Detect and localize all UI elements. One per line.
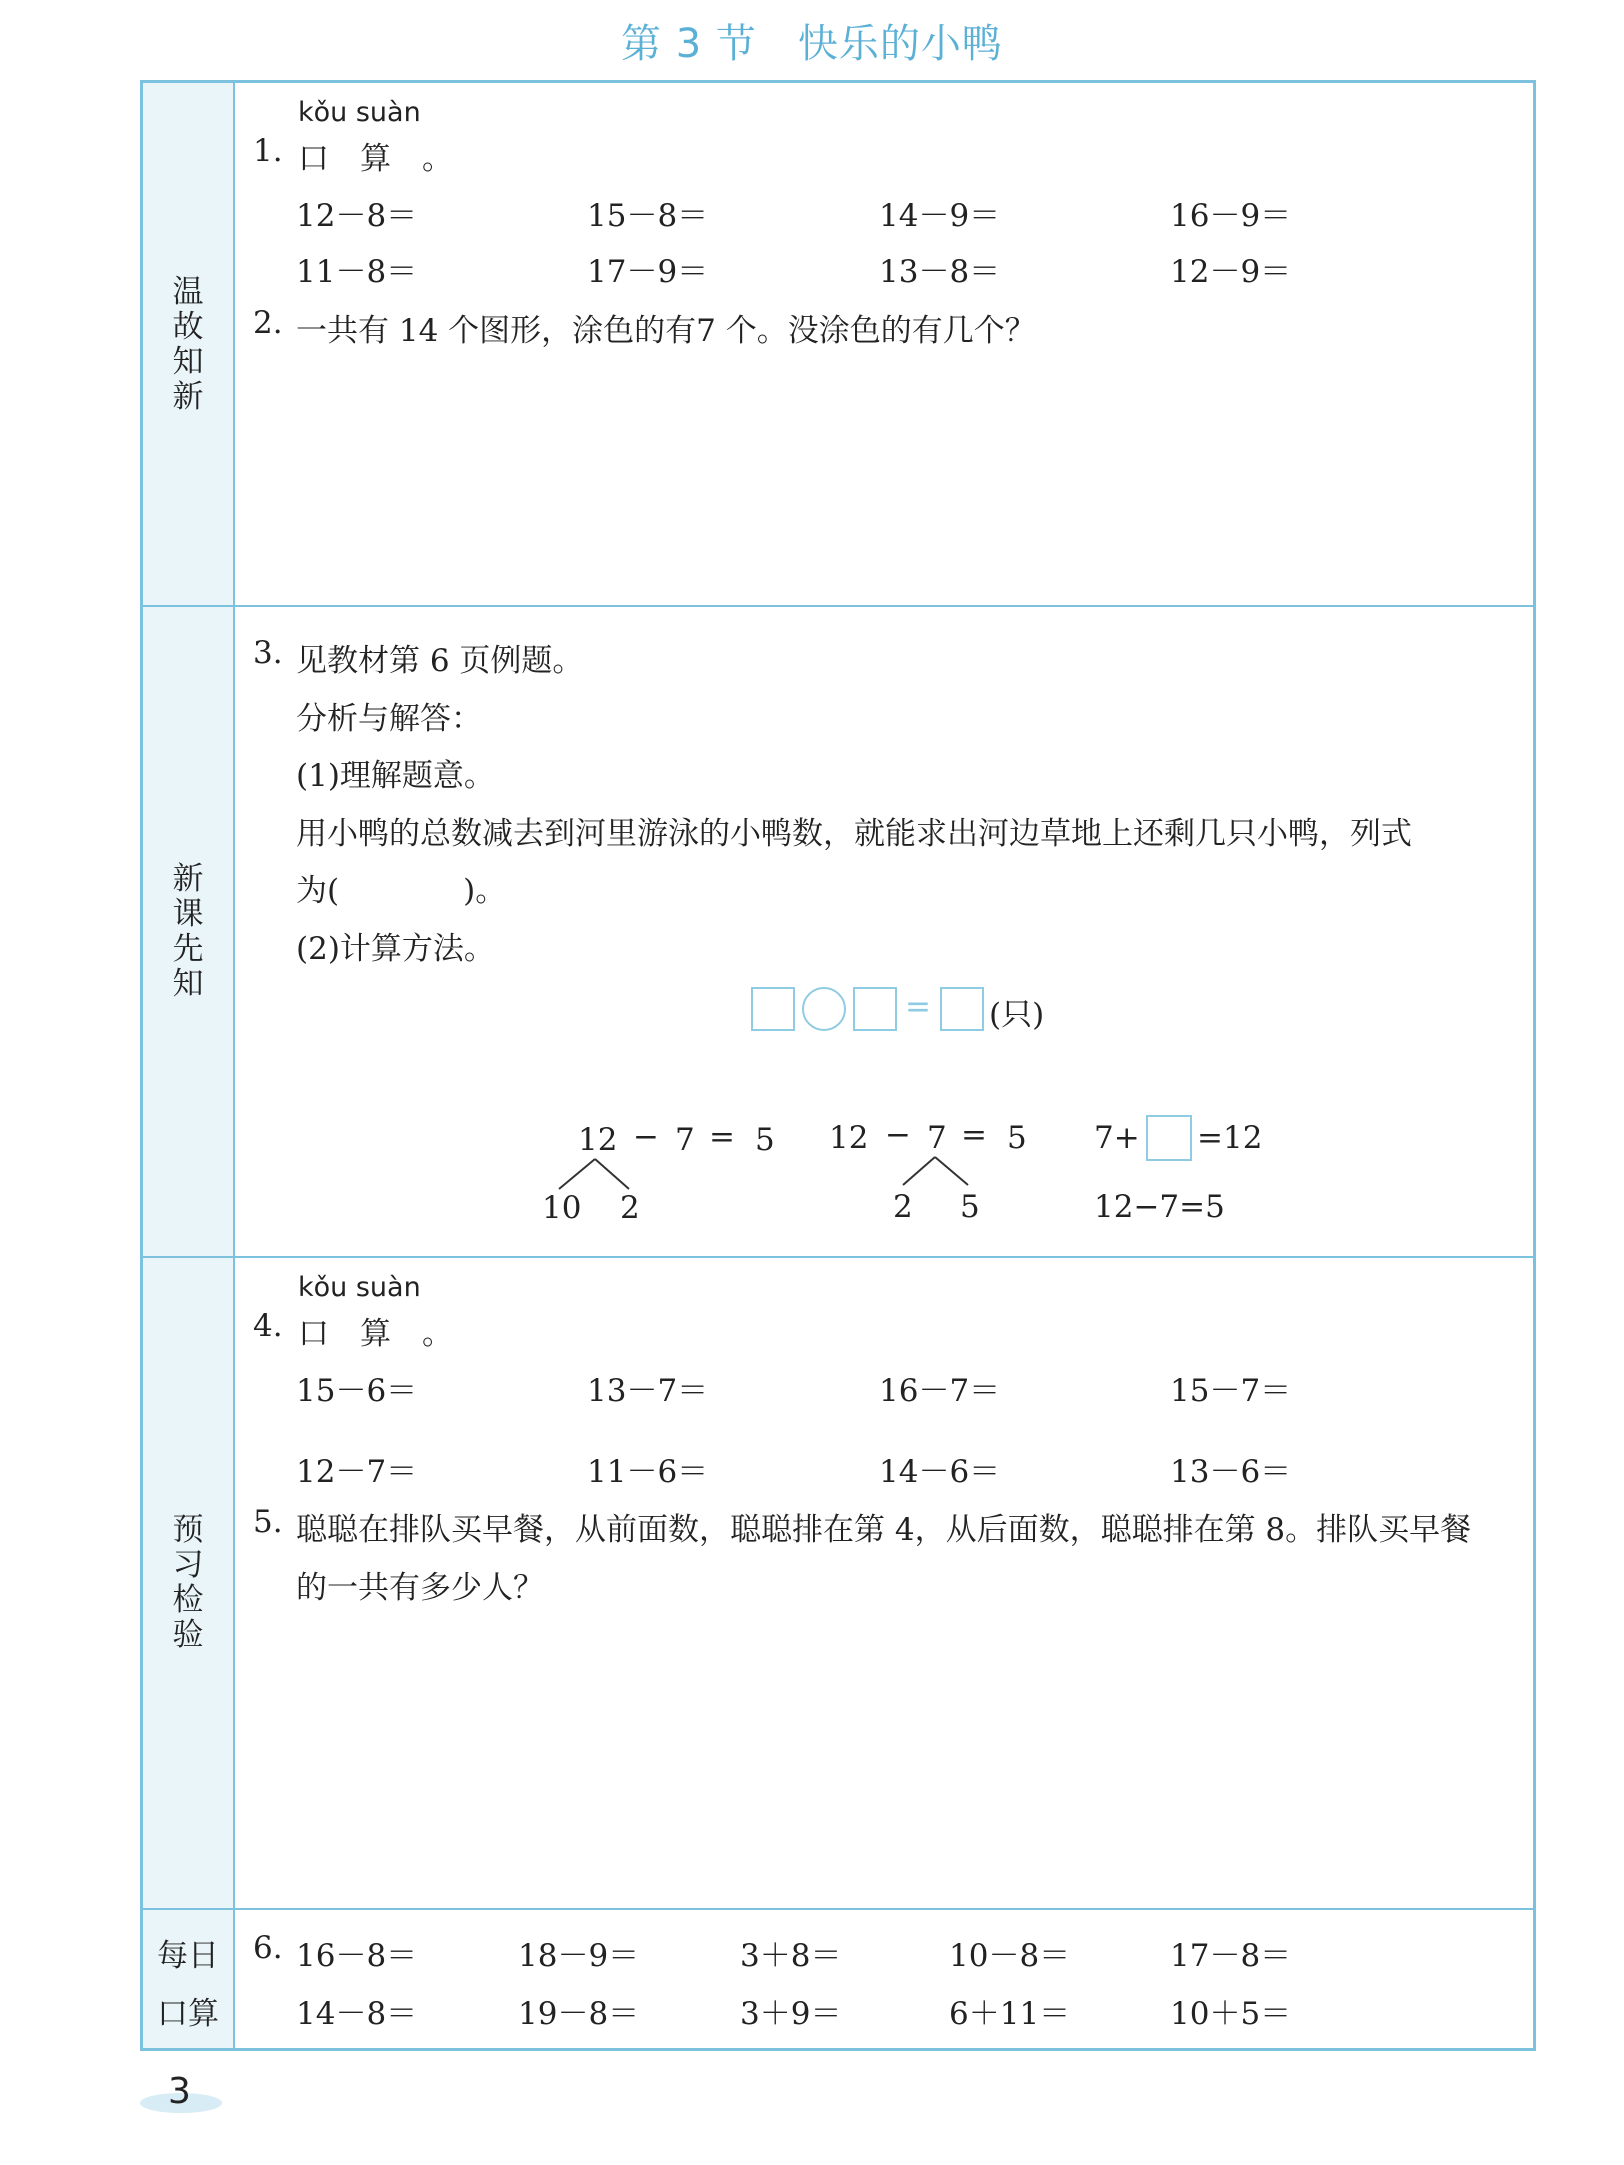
m2-split-2: 5 bbox=[960, 1189, 980, 1225]
q1-item: 14－9＝ bbox=[879, 198, 1001, 234]
q3-number: 3. bbox=[253, 635, 283, 671]
q1-text: 口 算 。 bbox=[298, 141, 453, 177]
m3-post: =12 bbox=[1197, 1120, 1263, 1156]
m2-eq: = bbox=[961, 1117, 987, 1153]
q1-item: 16－9＝ bbox=[1170, 198, 1292, 234]
preview-label-char: 先 bbox=[172, 931, 204, 967]
preview-section bbox=[143, 605, 1533, 1256]
m2-split-lines bbox=[888, 1153, 988, 1193]
q4-text: 口 算 。 bbox=[298, 1316, 453, 1352]
m1-split-2: 2 bbox=[620, 1190, 640, 1226]
daily-label bbox=[143, 1910, 235, 2048]
answer-box[interactable] bbox=[940, 987, 984, 1031]
q6-item: 17－8＝ bbox=[1170, 1938, 1292, 1974]
q5-number: 5. bbox=[253, 1504, 283, 1540]
preview-label-char: 新 bbox=[172, 861, 204, 897]
q6-item: 16－8＝ bbox=[296, 1938, 418, 1974]
m2-b: 7 bbox=[927, 1120, 947, 1156]
m3-pre: 7+ bbox=[1094, 1120, 1140, 1156]
q4-item: 13－6＝ bbox=[1170, 1454, 1292, 1490]
check-label bbox=[143, 1258, 235, 1908]
preview-label bbox=[143, 607, 235, 1256]
q4-item: 14－6＝ bbox=[879, 1454, 1001, 1490]
review-label bbox=[143, 83, 235, 605]
check-section bbox=[143, 1256, 1533, 1908]
q6-item: 6＋11＝ bbox=[949, 1996, 1071, 2032]
m1-op: − bbox=[633, 1119, 659, 1155]
q6-item: 3＋8＝ bbox=[740, 1938, 842, 1974]
answer-box[interactable] bbox=[1146, 1115, 1192, 1161]
review-label-char: 故 bbox=[172, 309, 204, 345]
q3-step2: (2)计算方法。 bbox=[296, 931, 495, 967]
q5-line1: 聪聪在排队买早餐，从前面数，聪聪排在第 4，从后面数，聪聪排在第 8。排队买早餐 bbox=[296, 1512, 1472, 1548]
check-label-char: 验 bbox=[172, 1617, 204, 1653]
m1-split-1: 10 bbox=[542, 1190, 582, 1226]
q4-item: 16－7＝ bbox=[879, 1373, 1001, 1409]
q6-item: 18－9＝ bbox=[518, 1938, 640, 1974]
q6-item: 14－8＝ bbox=[296, 1996, 418, 2032]
m2-a: 12 bbox=[829, 1120, 869, 1156]
m3-line: 12−7=5 bbox=[1094, 1189, 1225, 1225]
q6-item: 19－8＝ bbox=[518, 1996, 640, 2032]
q4-item: 11－6＝ bbox=[587, 1454, 709, 1490]
review-label-char: 新 bbox=[172, 379, 204, 415]
q1-number: 1. bbox=[253, 133, 283, 169]
daily-label-line: 每日 bbox=[157, 1938, 219, 1974]
page-number: 3 bbox=[168, 2071, 191, 2112]
q4-item: 15－7＝ bbox=[1170, 1373, 1292, 1409]
q6-item: 10－8＝ bbox=[949, 1938, 1071, 1974]
m2-op: − bbox=[885, 1117, 911, 1153]
eq-unit: (只) bbox=[989, 997, 1045, 1033]
check-label-char: 预 bbox=[172, 1512, 204, 1548]
preview-label-char: 课 bbox=[172, 896, 204, 932]
q1-item: 12－8＝ bbox=[296, 198, 418, 234]
q4-pinyin: kǒu suàn bbox=[298, 1272, 421, 1303]
q4-item: 12－7＝ bbox=[296, 1454, 418, 1490]
m1-b: 7 bbox=[675, 1122, 695, 1158]
answer-box[interactable] bbox=[751, 987, 795, 1031]
q3-text: 见教材第 6 页例题。 bbox=[296, 643, 584, 679]
q1-item: 13－8＝ bbox=[879, 254, 1001, 290]
q1-item: 11－8＝ bbox=[296, 254, 418, 290]
daily-section bbox=[143, 1908, 1533, 2048]
q4-item: 13－7＝ bbox=[587, 1373, 709, 1409]
preview-label-char: 知 bbox=[172, 966, 204, 1002]
worksheet-table bbox=[140, 80, 1536, 2051]
m1-a: 12 bbox=[578, 1122, 618, 1158]
q5-line2: 的一共有多少人？ bbox=[296, 1570, 544, 1606]
operator-circle[interactable] bbox=[802, 987, 846, 1031]
m1-r: 5 bbox=[755, 1122, 775, 1158]
q3-step1: (1)理解题意。 bbox=[296, 758, 495, 794]
q6-item: 10＋5＝ bbox=[1170, 1996, 1292, 2032]
q3-analysis: 分析与解答： bbox=[296, 701, 482, 737]
answer-box[interactable] bbox=[853, 987, 897, 1031]
q2-number: 2. bbox=[253, 305, 283, 341]
check-label-char: 检 bbox=[172, 1582, 204, 1618]
q1-pinyin: kǒu suàn bbox=[298, 97, 421, 128]
review-section bbox=[143, 83, 1533, 605]
m2-split-1: 2 bbox=[893, 1189, 913, 1225]
q6-item: 3＋9＝ bbox=[740, 1996, 842, 2032]
q1-item: 12－9＝ bbox=[1170, 254, 1292, 290]
q6-number: 6. bbox=[253, 1930, 283, 1966]
review-label-char: 温 bbox=[172, 274, 204, 310]
q2-text: 一共有 14 个图形，涂色的有7 个。没涂色的有几个？ bbox=[296, 313, 1036, 349]
m2-r: 5 bbox=[1007, 1120, 1027, 1156]
q3-line1: 用小鸭的总数减去到河里游泳的小鸭数，就能求出河边草地上还剩几只小鸭，列式 bbox=[296, 816, 1412, 852]
daily-label-line: 口算 bbox=[157, 1996, 219, 2032]
q4-number: 4. bbox=[253, 1308, 283, 1344]
q1-item: 15－8＝ bbox=[587, 198, 709, 234]
q4-item: 15－6＝ bbox=[296, 1373, 418, 1409]
m1-split-lines bbox=[543, 1155, 643, 1195]
q1-item: 17－9＝ bbox=[587, 254, 709, 290]
m1-eq: = bbox=[709, 1119, 735, 1155]
review-label-char: 知 bbox=[172, 344, 204, 380]
q3-line2: 为( )。 bbox=[296, 873, 507, 909]
section-title: 第 3 节 快乐的小鸭 bbox=[621, 21, 1003, 67]
check-label-char: 习 bbox=[172, 1547, 204, 1583]
eq-equals: = bbox=[905, 989, 931, 1025]
